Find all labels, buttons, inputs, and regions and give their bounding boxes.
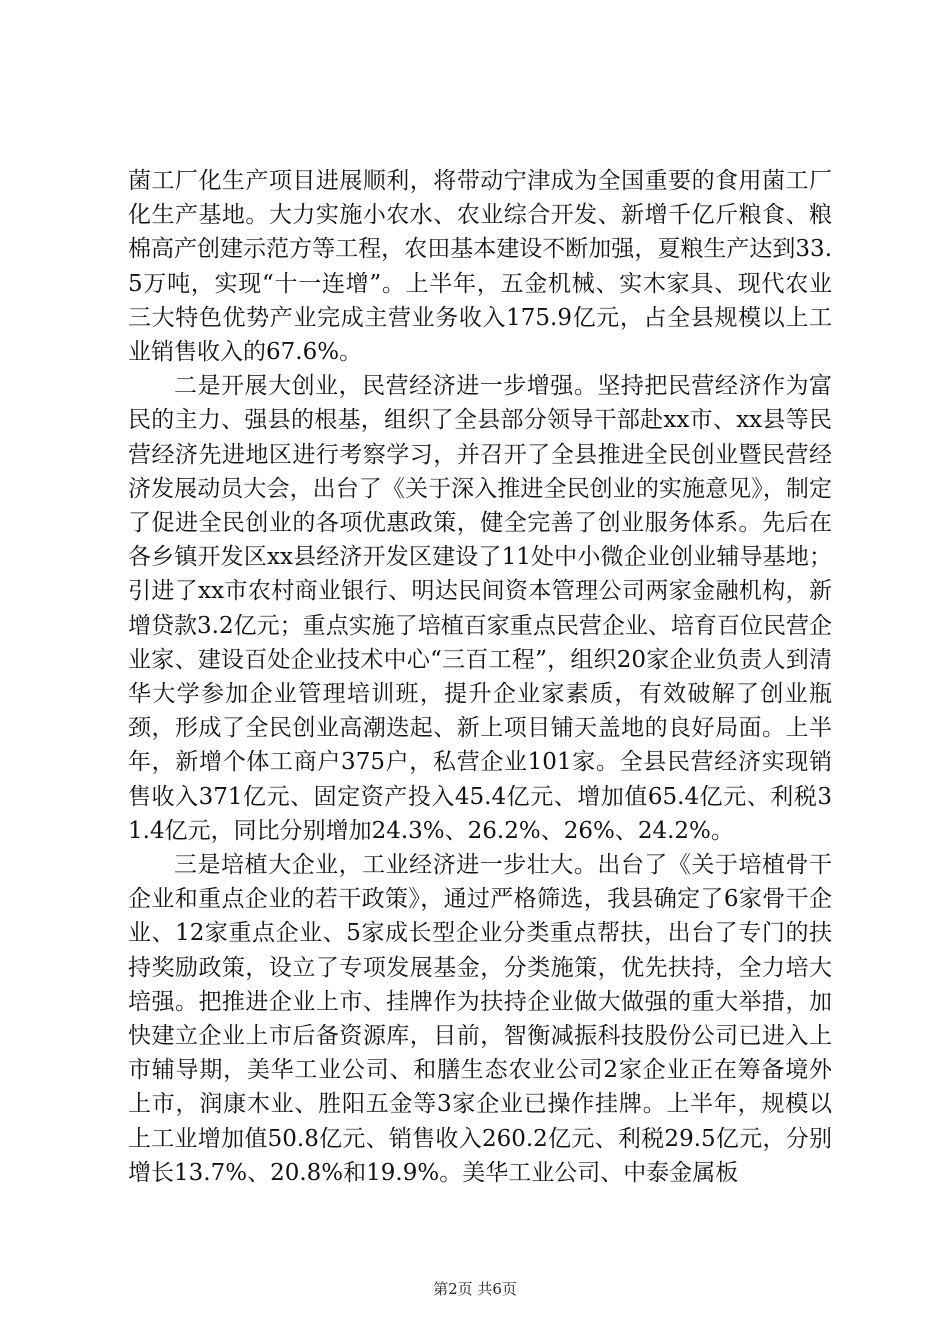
paragraph-continuation: 菌工厂化生产项目进展顺利，将带动宁津成为全国重要的食用菌工厂化生产基地。大力实施小农水、农业综合开发、新增千亿斤粮食、粮棉高产创建示范方等工程，农田基本建设不断加强，夏粮生产达到33.5万吨，实现“十一连增”。上半年，五金机械、实木家具、现代农业三大特色优势产业完成主营业务收入175.9亿元，占全县规模以上工业销售收入的67.6%。 (128, 168, 832, 366)
page-number-footer: 第2页 共6页 (433, 1280, 517, 1298)
paragraph-large-enterprises: 三是培植大企业，工业经济进一步壮大。出台了《关于培植骨干企业和重点企业的若干政策》，通过严格筛选，我县确定了6家骨干企业、12家重点企业、5家成长型企业分类重点帮扶，出台了专门的扶持奖励政策，设立了专项发展基金，分类施策，优先扶持，全力培大培强。把推进企业上市、挂牌作为扶持企业做大做强的重大举措，加快建立企业上市后备资源库，目前，智衡减振科技股份公司已进入上市辅导期，美华工业公司、和膳生态农业公司2家企业正在筹备境外上市，润康木业、胜阳五金等3家企业已操作挂牌。上半年，规模以上工业增加值50.8亿元、销售收入260.2亿元、利税29.5亿元，分别增长13.7%、20.8%和19.9%。美华工业公司、中泰金属板 (128, 852, 832, 1186)
paragraph-private-economy: 二是开展大创业，民营经济进一步增强。坚持把民营经济作为富民的主力、强县的根基，组织了全县部分领导干部赴xx市、xx县等民营经济先进地区进行考察学习，并召开了全县推进全民创业暨民营经济发展动员大会，出台了《关于深入推进全民创业的实施意见》，制定了促进全民创业的各项优惠政策，健全完善了创业服务体系。先后在各乡镇开发区xx县经济开发区建设了11处中小微企业创业辅导基地；引进了xx市农村商业银行、明达民间资本管理公司两家金融机构，新增贷款3.2亿元；重点实施了培植百家重点民营企业、培育百位民营企业家、建设百处企业技术中心“三百工程”，组织20家企业负责人到清华大学参加企业管理培训班，提升企业家素质，有效破解了创业瓶颈，形成了全民创业高潮迭起、新上项目铺天盖地的良好局面。上半年，新增个体工商户375户，私营企业101家。全县民营经济实现销售收入371亿元、固定资产投入45.4亿元、增加值65.4亿元、利税31.4亿元，同比分别增加24.3%、26.2%、26%、24.2%。 (128, 373, 832, 844)
document-body (128, 164, 832, 1190)
